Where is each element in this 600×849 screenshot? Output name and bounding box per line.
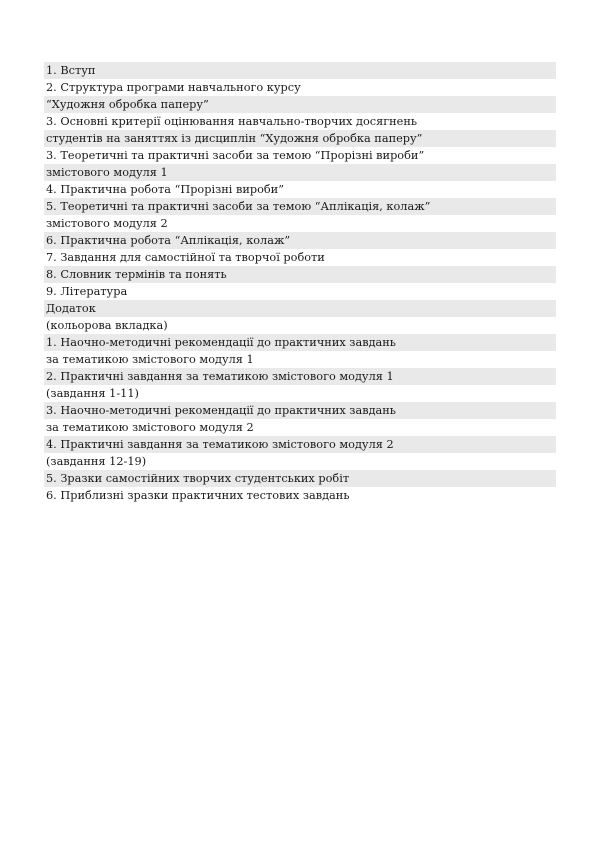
- toc-line: 2. Практичні завдання за тематикою змістового модуля 1: [44, 368, 556, 385]
- toc-line: 3. Теоретичні та практичні засоби за темою “Прорізні вироби”: [46, 149, 425, 162]
- toc-line: за тематикою змістового модуля 1: [46, 353, 254, 366]
- toc-line: 4. Практичні завдання за тематикою змістового модуля 2: [44, 436, 556, 453]
- toc-line: (завдання 12-19): [46, 455, 147, 468]
- toc-line: студентів на заняттях із дисциплін “Художня обробка паперу”: [44, 130, 556, 147]
- toc-line: 5. Зразки самостійних творчих студентських робіт: [44, 470, 556, 487]
- toc-line: за тематикою змістового модуля 2: [46, 421, 254, 434]
- toc-line: (завдання 1-11): [46, 387, 139, 400]
- toc-line: 5. Теоретичні та практичні засоби за темою “Аплікація, колаж”: [44, 198, 556, 215]
- toc-line: змістового модуля 1: [44, 164, 556, 181]
- toc-line: 7. Завдання для самостійної та творчої роботи: [46, 251, 325, 264]
- toc-line: 9. Література: [46, 285, 128, 298]
- toc-line: змістового модуля 2: [46, 217, 168, 230]
- toc-line: 1. Наочно-методичні рекомендації до практичних завдань: [44, 334, 556, 351]
- toc-line: (кольорова вкладка): [46, 319, 168, 332]
- toc-line: 6. Практична робота “Аплікація, колаж”: [44, 232, 556, 249]
- table-of-contents: [44, 62, 556, 504]
- toc-line: 6. Приблизні зразки практичних тестових завдань: [46, 489, 350, 502]
- toc-line: 1. Вступ: [44, 62, 556, 79]
- toc-line: 3. Наочно-методичні рекомендації до практичних завдань: [44, 402, 556, 419]
- toc-line: 8. Словник термінів та понять: [44, 266, 556, 283]
- toc-line: 4. Практична робота “Прорізні вироби”: [46, 183, 284, 196]
- toc-line: “Художня обробка паперу”: [44, 96, 556, 113]
- toc-line: Додаток: [44, 300, 556, 317]
- toc-line: 2. Структура програми навчального курсу: [46, 81, 301, 94]
- toc-line: 3. Основні критерії оцінювання навчально-творчих досягнень: [46, 115, 418, 128]
